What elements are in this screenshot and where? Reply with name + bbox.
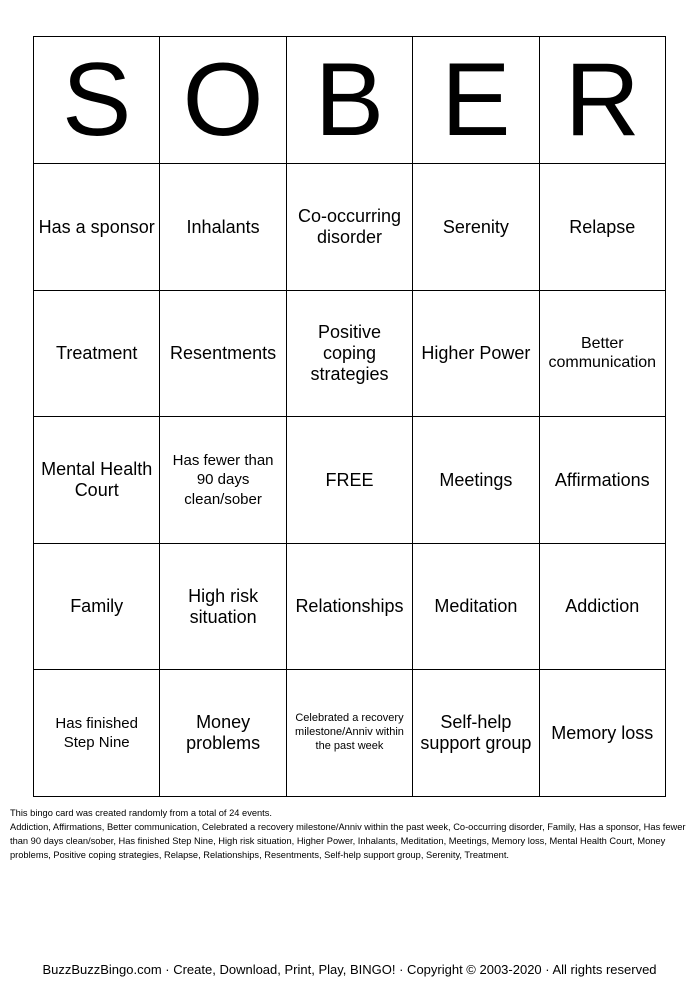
card-cell: Co-occurring disorder — [286, 164, 412, 291]
card-cell: Self-help support group — [413, 670, 539, 797]
card-cell: Inhalants — [160, 164, 286, 291]
card-cell: Serenity — [413, 164, 539, 291]
card-cell: Mental Health Court — [34, 417, 160, 544]
card-row — [34, 670, 666, 797]
card-footnote — [10, 806, 690, 862]
header-letter-s: S — [34, 37, 160, 164]
card-row — [34, 417, 666, 544]
card-row — [34, 291, 666, 417]
card-cell: Positive coping strategies — [286, 291, 412, 417]
card-header-row — [34, 37, 666, 164]
bingo-card — [33, 36, 666, 797]
card-cell: Better communication — [539, 291, 665, 417]
card-cell: High risk situation — [160, 544, 286, 670]
card-cell: Has finished Step Nine — [34, 670, 160, 797]
card-cell: Memory loss — [539, 670, 665, 797]
copyright-footer: BuzzBuzzBingo.com · Create, Download, Print, Play, BINGO! · Copyright © 2003-2020 · All rights reserved — [42, 962, 657, 977]
card-cell: Celebrated a recovery milestone/Anniv within the past week — [286, 670, 412, 797]
header-letter-r: R — [539, 37, 665, 164]
card-row — [34, 164, 666, 291]
card-cell: Addiction — [539, 544, 665, 670]
card-cell: Family — [34, 544, 160, 670]
card-cell: Has fewer than 90 days clean/sober — [160, 417, 286, 544]
card-cell: Meetings — [413, 417, 539, 544]
card-cell: Has a sponsor — [34, 164, 160, 291]
free-space-cell: FREE — [286, 417, 412, 544]
footnote-event-list: Addiction, Affirmations, Better communication, Celebrated a recovery milestone/Anniv within the past week, Co-occurring disorder, Family, Has a sponsor, Has fewer than 90 days clean/sober, Has finished Step Nine, High risk situation, Higher Power, Inhalants, Meditation, Meetings, Memory loss, Mental Health Court, Money problems, Positive coping strategies, Relapse, Relationships, Resentments, Self-help support group, Serenity, Treatment. — [10, 822, 686, 860]
card-cell: Relapse — [539, 164, 665, 291]
card-cell: Relationships — [286, 544, 412, 670]
header-letter-o: O — [160, 37, 286, 164]
card-cell: Money problems — [160, 670, 286, 797]
card-cell: Higher Power — [413, 291, 539, 417]
card-cell: Treatment — [34, 291, 160, 417]
card-cell: Resentments — [160, 291, 286, 417]
header-letter-b: B — [286, 37, 412, 164]
card-cell: Meditation — [413, 544, 539, 670]
card-cell: Affirmations — [539, 417, 665, 544]
card-row — [34, 544, 666, 670]
header-letter-e: E — [413, 37, 539, 164]
footnote-intro: This bingo card was created randomly from a total of 24 events. — [10, 808, 272, 818]
